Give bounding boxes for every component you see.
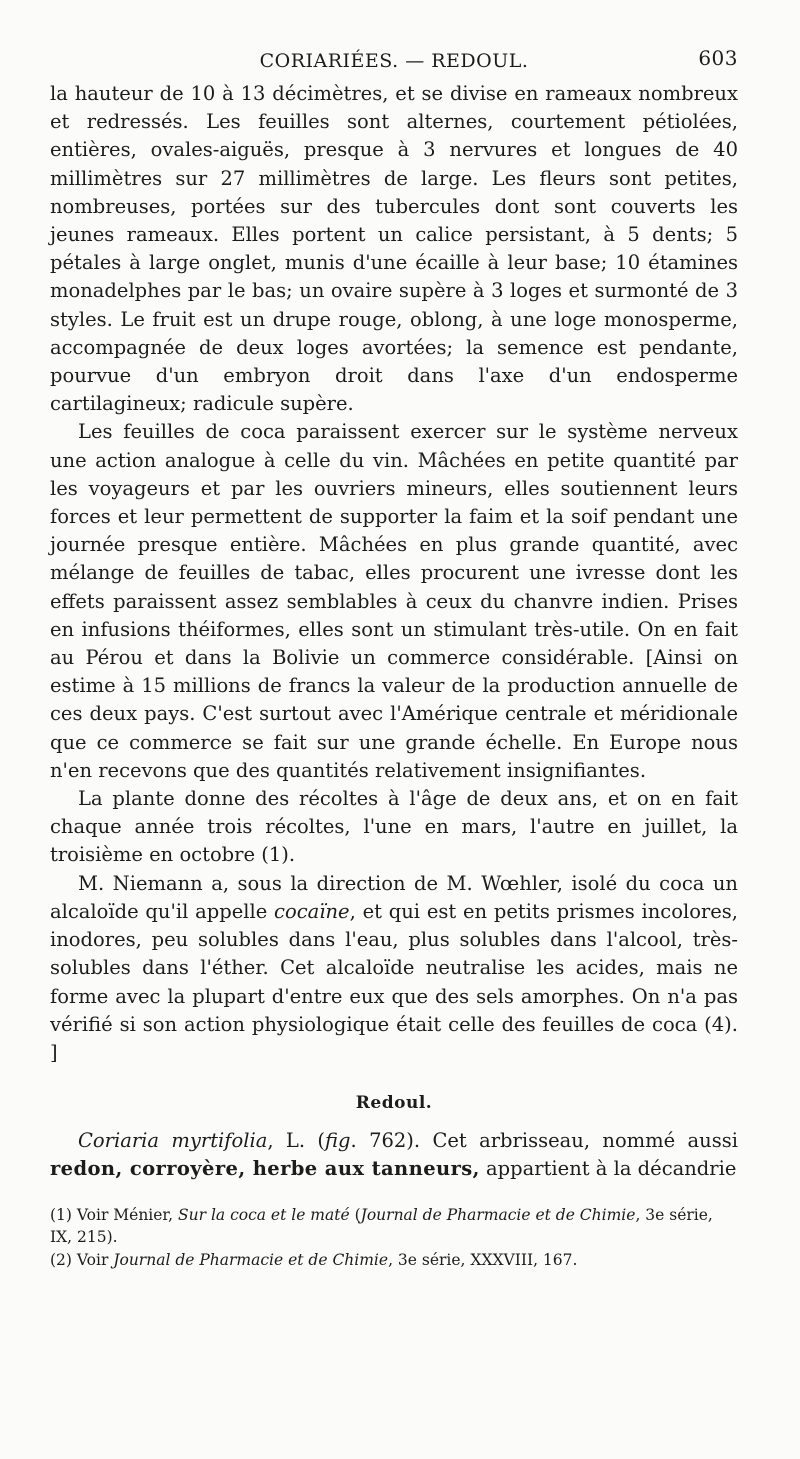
- footnote-1-title: Sur la coca et le maté: [178, 1205, 350, 1224]
- book-page: [50, 46, 738, 1272]
- species-author: , L. (: [267, 1129, 326, 1153]
- figure-abbr: fig: [325, 1129, 351, 1153]
- body-text: [50, 80, 738, 1184]
- running-head: [50, 46, 738, 76]
- footnote-2: [50, 1249, 738, 1271]
- figure-ref: . 762). Cet arbrisseau, nommé aussi: [350, 1129, 738, 1153]
- paragraph-cocaine: [50, 870, 738, 1067]
- running-title: CORIARIÉES. — REDOUL.: [259, 50, 529, 72]
- paragraph-description: la hauteur de 10 à 13 décimètres, et se divise en rameaux nombreux et redressés. Les feuilles sont alternes, courtement pétiolées, entières, ovales-aiguës, presque à 3 nervures et longues de 40 millimètres sur 27 millimètres de large. Les fleurs sont petites, nombreuses, portées sur des tubercules dont sont couverts les jeunes rameaux. Elles portent un calice persistant, à 5 dents; 5 pétales à large onglet, munis d'une écaille à leur base; 10 étamines monadelphes par le bas; un ovaire supère à 3 loges et surmonté de 3 styles. Le fruit est un drupe rouge, oblong, à une loge monosperme, accompagnée de deux loges avortées; la semence est pendante, pourvue d'un embryon droit dans l'axe d'un endosperme cartilagineux; radicule supère.: [50, 82, 738, 416]
- section-heading: Redoul.: [355, 1093, 433, 1114]
- cocaine-text-before: M. Niemann a, sous la direction de M. Wœhler, isolé du coca un alcaloïde qu'il appelle: [50, 871, 738, 923]
- footnote-1-mark: (1) Voir Ménier,: [50, 1205, 178, 1224]
- footnote-2-mark: (2) Voir: [50, 1250, 114, 1269]
- redoul-continuation: appartient à la décandrie: [479, 1157, 737, 1181]
- cocaine-term: cocaïne: [274, 899, 350, 923]
- footnote-2-journal: Journal de Pharmacie et de Chimie: [113, 1250, 389, 1269]
- footnote-1-end: , 3e série, IX, 215).: [50, 1205, 713, 1246]
- common-names: redon, corroyère, herbe aux tanneurs,: [50, 1157, 480, 1181]
- cocaine-text-after: , et qui est en petits prismes incolores, inodores, peu solubles dans l'eau, plus solubles dans l'alcool, très-solubles dans l'éther. Cet alcaloïde neutralise les acides, mais ne forme avec la plupart d'entre eux que des sels amorphes. On n'a pas vérifié si son action physiologique était celle des feuilles de coca (4). ]: [50, 899, 738, 1064]
- footnotes: [50, 1204, 738, 1271]
- page-number: 603: [698, 46, 738, 70]
- paragraph-redoul: [50, 1127, 738, 1183]
- paragraph-effects: Les feuilles de coca paraissent exercer sur le système nerveux une action analogue à celle du vin. Mâchées en petite quantité par les voyageurs et par les ouvriers mineurs, elles soutiennent leurs forces et leur permettent de supporter la faim et la soif pendant une journée presque entière. Mâchées en plus grande quantité, avec mélange de feuilles de tabac, elles procurent une ivresse dont les effets paraissent assez semblables à ceux du chanvre indien. Prises en infusions théiformes, elles sont un stimulant très-utile. On en fait au Pérou et dans la Bolivie un commerce considérable. [Ainsi on estime à 15 millions de francs la valeur de la production annuelle de ces deux pays. C'est surtout avec l'Amérique centrale et méridionale que ce commerce se fait sur une grande échelle. En Europe nous n'en recevons que des quantités relativement insignifiantes.: [50, 420, 738, 782]
- footnote-1-journal: Journal de Pharmacie et de Chimie: [360, 1205, 636, 1224]
- footnote-1: [50, 1204, 738, 1248]
- footnote-1-mid: (: [349, 1205, 361, 1224]
- species-name: Coriaria myrtifolia: [78, 1129, 268, 1153]
- paragraph-harvest: La plante donne des récoltes à l'âge de deux ans, et on en fait chaque année trois récoltes, l'une en mars, l'autre en juillet, la troisième en octobre (1).: [50, 787, 738, 867]
- footnote-2-end: , 3e série, XXXVIII, 167.: [388, 1250, 578, 1269]
